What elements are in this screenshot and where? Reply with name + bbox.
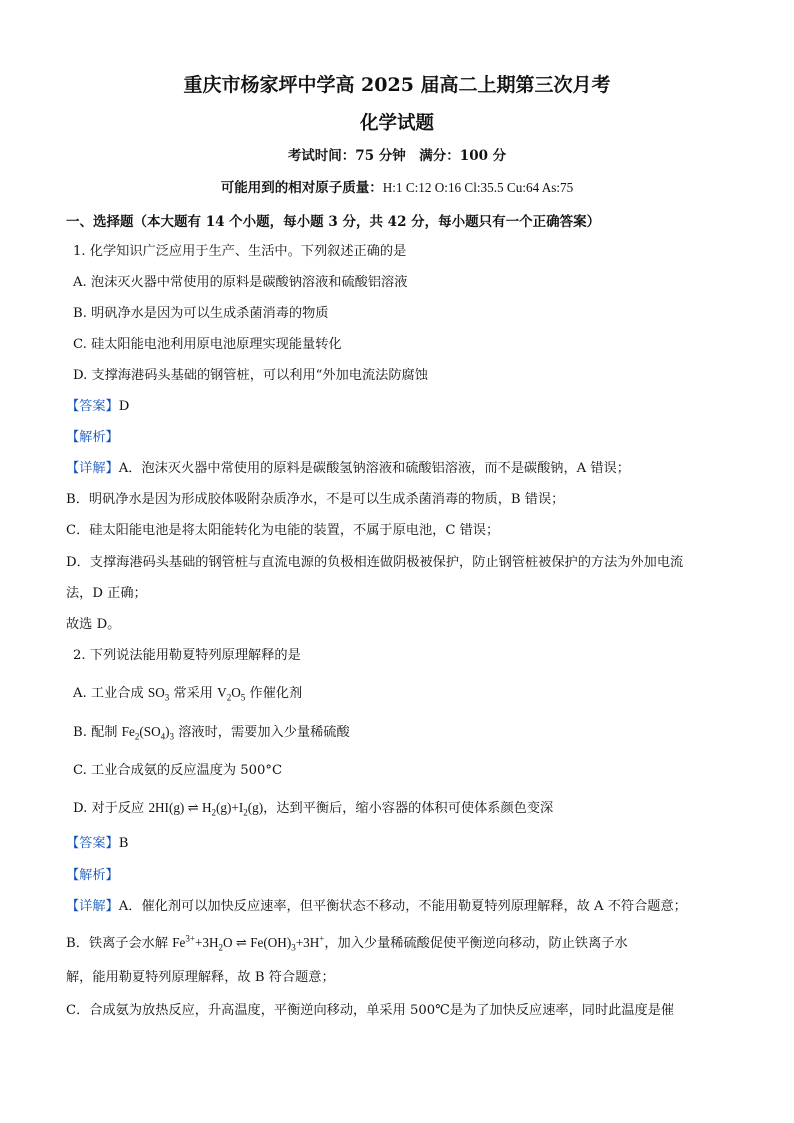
formula-sub: 3 [291, 942, 296, 953]
formula-v: V [217, 685, 227, 700]
q2-detail-a-text: A．催化剂可以加快反应速率，但平衡状态不移动，不能用勒夏特列原理解释，故 A 不符合题意； [118, 899, 687, 914]
formula-paren: ) [165, 724, 170, 739]
q2-option-c: C. 工业合成氨的反应温度为 500°C [73, 763, 283, 778]
q1-detail-b: B．明矾净水是因为形成胶体吸附杂质净水，不是可以生成杀菌消毒的物质，B 错误； [66, 492, 565, 507]
formula-o: O [231, 685, 241, 700]
q2-b-post: 溶液时，需要加入少量稀硫酸 [174, 725, 350, 740]
q2-detail-b-pre: B．铁离子会水解 [66, 936, 173, 951]
q1-detail-a-text: A．泡沫灭火器中常使用的原料是碳酸氢钠溶液和硫酸铝溶液，而不是碳酸钠，A 错误； [118, 461, 630, 476]
q2-option-a [73, 683, 724, 704]
q1-option-a: A. 泡沫灭火器中常使用的原料是碳酸钠溶液和硫酸铝溶液 [73, 275, 408, 290]
q2-detail-a [66, 897, 724, 917]
atomic-mass-values: H:1 C:12 O:16 Cl:35.5 Cu:64 As:75 [382, 180, 574, 195]
q2-option-b [73, 722, 724, 743]
q2-detail-b [66, 933, 724, 954]
q2-answer [66, 834, 724, 854]
q2-analysis-tag: 【解析】 [66, 868, 119, 883]
formula-eq: 2HI(g) ⇌ H [148, 800, 212, 815]
detail-tag: 【详解】 [66, 461, 119, 476]
section-heading: 一、选择题（本大题有 14 个小题，每小题 3 分，共 42 分，每小题只有一个正确答案） [66, 214, 601, 230]
q1-detail-a [66, 459, 724, 479]
answer-tag: 【答案】 [66, 399, 119, 414]
formula-so4: (SO [139, 724, 161, 739]
formula-fe: Fe [172, 935, 186, 950]
q2-detail-b-post: ，加入少量稀硫酸促使平衡逆向移动，防止铁离子水 [324, 936, 628, 951]
detail-tag: 【详解】 [66, 899, 119, 914]
q2-detail-b2: 解，能用勒夏特列原理解释，故 B 符合题意； [66, 970, 335, 985]
formula-sub: 2 [218, 942, 224, 953]
exam-info: 考试时间：75 分钟 满分：100 分 [287, 148, 507, 164]
formula-fe: Fe [121, 724, 135, 739]
q2-detail-c: C．合成氨为放热反应，升高温度，平衡逆向移动，单采用 500℃是为了加快反应速率，同时此温度是催 [66, 1003, 675, 1018]
exam-title: 重庆市杨家坪中学高 2025 届高二上期第三次月考 [183, 74, 611, 96]
formula-eq3: (g) [247, 800, 264, 815]
formula-sub: 4 [160, 731, 166, 742]
formula-sub: 3 [169, 731, 174, 742]
q2-d-pre: D. 对于反应 [73, 801, 149, 816]
q1-detail-d2: 法，D 正确； [66, 586, 147, 601]
q1-option-d: D. 支撑海港码头基础的钢管桩，可以利用“外加电流法防腐蚀 [73, 368, 428, 383]
formula-sub: 2 [211, 807, 216, 818]
q1-stem: 1. 化学知识广泛应用于生产、生活中。下列叙述正确的是 [73, 244, 407, 259]
q1-detail-c: C．硅太阳能电池是将太阳能转化为电能的装置，不属于原电池，C 错误； [66, 523, 500, 538]
formula-sub: 2 [243, 807, 248, 818]
formula-so3: SO [147, 685, 165, 700]
q2-a-pre: A. 工业合成 [73, 686, 148, 701]
q1-answer [66, 397, 724, 417]
q1-option-b: B. 明矾净水是因为可以生成杀菌消毒的物质 [73, 306, 329, 321]
q2-d-post: ，达到平衡后，缩小容器的体积可使体系颜色变深 [263, 801, 554, 816]
atomic-mass-label: 可能用到的相对原子质量： [220, 180, 383, 196]
q2-stem: 2. 下列说法能用勒夏特列原理解释的是 [73, 648, 301, 663]
q2-answer-value: B [118, 836, 129, 851]
formula-eq: +3H [194, 935, 219, 950]
answer-tag: 【答案】 [66, 836, 119, 851]
atomic-mass-line [0, 178, 794, 199]
q1-answer-value: D [118, 399, 130, 414]
q2-option-d [73, 798, 724, 819]
q2-a-post: 作催化剂 [245, 686, 303, 701]
formula-sub: 2 [226, 692, 232, 703]
q1-option-c: C. 硅太阳能电池利用原电池原理实现能量转化 [73, 337, 342, 352]
formula-sub: 5 [240, 692, 246, 703]
formula-eq2: (g)+I [216, 800, 244, 815]
q2-a-mid: 常采用 [169, 686, 218, 701]
formula-sub: 3 [164, 692, 170, 703]
q1-analysis-tag: 【解析】 [66, 430, 119, 445]
q2-b-pre: B. 配制 [73, 725, 122, 740]
q1-conclusion: 故选 D。 [66, 617, 121, 632]
formula-sup: 3+ [185, 933, 195, 944]
formula-sub: 2 [134, 731, 140, 742]
formula-eq2: O ⇌ Fe(OH) [223, 935, 292, 950]
exam-subtitle: 化学试题 [359, 113, 434, 134]
formula-eq3: +3H [295, 935, 320, 950]
q1-detail-d1: D．支撑海港码头基础的钢管桩与直流电源的负极相连做阴极被保护，防止钢管桩被保护的方法为外加电流 [66, 555, 684, 570]
formula-sup: + [319, 933, 325, 944]
